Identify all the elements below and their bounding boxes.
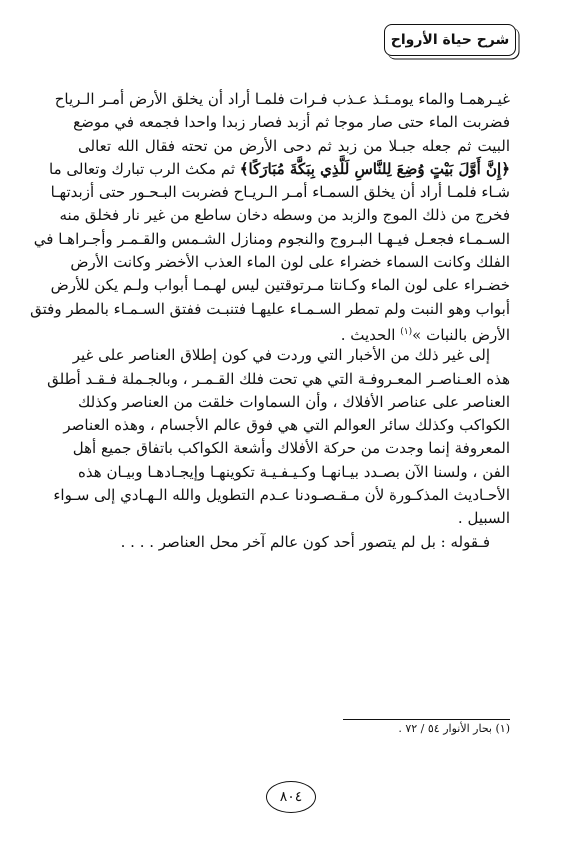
running-header-title: شرح حياة الأرواح: [390, 32, 510, 48]
footnote-divider: [343, 719, 510, 720]
text-line: أبواب وهو النبت ولم تمطر السـمـاء عليهـا فتنبـت ففتق السـمـاء بالمطر وفتق: [30, 299, 510, 318]
text-line: إلى غير ذلك من الأخبار التي وردت في كون إطلاق العناصر على غير: [72, 346, 490, 365]
text-line: هذه العـناصـر المعـروفـة التي هي تحت فلك القـمـر ، وبالجـملة فـقـد أطلق: [47, 369, 510, 388]
page-number: ٨٠٤: [279, 789, 303, 805]
footnote-reference: (١): [400, 326, 413, 337]
main-text: [30, 88, 510, 554]
text-line: الأحـاديث المذكـورة لأن مـقـصـودنا عـدم التطويل والله الـهـادي إلى سـواء: [53, 486, 510, 505]
text-line-start: الأرض بالنبات »: [412, 325, 510, 344]
text-line: الفن ، ولسنا الآن بصـدد بيـانهـا وكـيـفـيـة تكوينهـا وإيجـادهـا وبيـان هذه: [78, 462, 510, 481]
text-line: [78, 321, 510, 344]
text-line: السـمـاء فجعـل فيـهـا البـروج والنجوم ومنازل الشـمس والقـمـر وأجـراهـا في: [33, 229, 510, 248]
text-line: العناصر على عناصر الأفلاك ، وأن السماوات خلقت من العناصر وكذلك: [78, 392, 510, 411]
text-line-rest: ثم مكث الرب تبارك وتعالى ما: [49, 159, 240, 178]
running-header: [384, 24, 516, 56]
text-line: خضـراء على لون الماء وكـانتا مـرتوقتين ليس لهـمـا أبواب ولـم يكن للأرض: [50, 276, 510, 295]
text-line: [49, 158, 510, 181]
text-line: غيـرهمـا والماء يومـئـذ عـذب فـرات فلمـا أراد أن يخلق الأرض أمـر الـرياح: [54, 90, 510, 108]
text-line: شـاء فلمـا أراد أن يخلق السمـاء أمـر الـريـاح فضربت البـحـور حتى أزبدتهـا: [50, 183, 510, 202]
quran-verse: ﴿إِنَّ أَوَّلَ بَيْتٍ وُضِعَ لِلنَّاسِ لَلَّذِي بِبَكَّةَ مُبَارَكًا﴾: [239, 159, 510, 178]
footnote: (١) بحار الأنوار ٥٤ / ٧٢ .: [398, 722, 510, 735]
text-line: البيت ثم جعله جبـلا من زبد ثم دحى الأرض من تحته فقال الله تعالى: [78, 136, 510, 155]
text-line: فضربت الماء حتى صار موجا ثم أزبد فصار زبدا واحدا فجمعه في موضع: [73, 113, 510, 132]
text-line: السبيل .: [457, 509, 510, 528]
text-line-rest: الحديث .: [340, 325, 401, 344]
page-number-badge: [266, 781, 316, 813]
text-line: الكواكب وكذلك سائر العوالم التي هي فوق عالم الأجسام ، وهذه العناصر: [63, 416, 510, 435]
text-line: فـقوله : بل لم يتصور أحد كون عالم آخر محل العناصر . . . .: [120, 532, 490, 551]
text-line: الفلك وكانت السماء خضراء على لون الماء العذب الأخضر وكانت الأرض: [70, 253, 510, 272]
text-line: فخرج من ذلك الموج والزبد من وسطه دخان ساطع من غير نار فخلق منه: [59, 206, 510, 225]
text-line: المعروفة إنما وجدت من حركة الأفلاك وأشعة الكواكب باتفاق جميع أهل: [72, 439, 510, 458]
